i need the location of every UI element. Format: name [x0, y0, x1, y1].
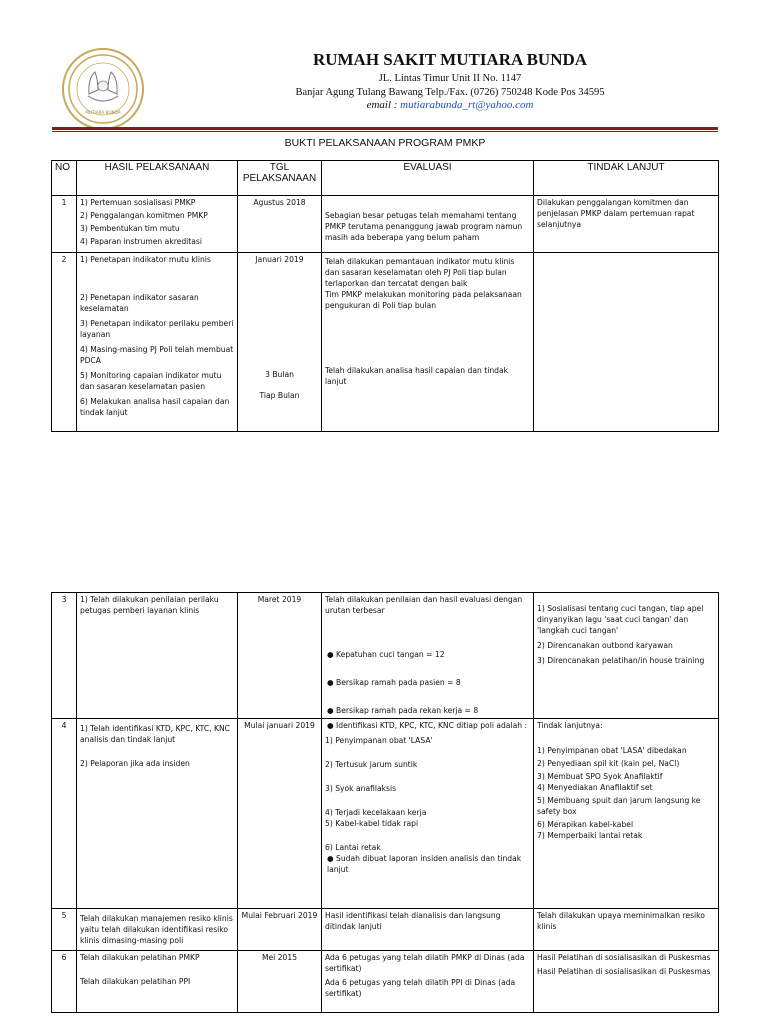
svg-text:MUTIARA BUNDA: MUTIARA BUNDA [85, 110, 121, 115]
tindak-item: 4) Menyediakan Anafilaktif set [537, 783, 653, 792]
evaluasi-item: ● Identifikasi KTD, KPC, KTC, KNC ditiap poli adalah : [327, 721, 528, 730]
row-tindak [534, 253, 719, 432]
tgl-item: 3 Bulan [265, 370, 294, 379]
row-tindak [534, 951, 719, 1013]
evaluasi-item: 6) Lantai retak [325, 843, 381, 852]
evaluasi-item: Telah dilakukan penilaian dan hasil evaluasi dengan urutan terbesar [325, 595, 523, 615]
hasil-item: 1) Pertemuan sosialisasi PMKP [80, 198, 196, 207]
tindak-item: 5) Membuang spuit dan jarum langsung ke safety box [537, 796, 701, 816]
evaluasi-item: Ada 6 petugas yang telah dilatih PMKP di Dinas (ada sertifikat) [325, 953, 525, 973]
hasil-item: 1) Telah identifikasi KTD, KPC, KTC, KNC analisis dan tindak lanjut [80, 724, 230, 744]
row-evaluasi [322, 593, 534, 719]
row-no: 1 [52, 196, 77, 253]
hasil-item: 2) Penetapan indikator sasaran keselamatan [80, 293, 199, 313]
table-header-row [52, 161, 719, 196]
row-tindak: Telah dilakukan upaya meminimalkan resiko klinis [534, 909, 719, 951]
hasil-text: Telah dilakukan manajemen resiko klinis yaitu telah dilakukan identifikasi resiko klinis dimasing-masing poli [80, 914, 233, 945]
tgl-item: Tiap Bulan [259, 391, 300, 400]
tindak-item: 1) Penyimpanan obat 'LASA' dibedakan [537, 746, 687, 755]
row-hasil [77, 196, 238, 253]
tindak-item: 2) Penyediaan spil kit (kain pel, NaCl) [537, 759, 680, 768]
hospital-email [200, 99, 700, 111]
hasil-item: Telah dilakukan pelatihan PMKP [80, 953, 200, 962]
evaluasi-item: ● Kepatuhan cuci tangan = 12 [327, 650, 445, 659]
pmkp-table-part-2 [51, 592, 719, 1013]
row-no: 4 [52, 719, 77, 909]
col-header-tindak: TINDAK LANJUT [534, 161, 719, 196]
table-row [52, 719, 719, 909]
evaluasi-item: 3) Syok anafilaksis [325, 784, 397, 793]
table-row [52, 196, 719, 253]
hasil-item: 2) Penggalangan komitmen PMKP [80, 211, 208, 220]
row-no: 2 [52, 253, 77, 432]
evaluasi-item: 4) Terjadi kecelakaan kerja [325, 808, 427, 817]
hospital-logo [62, 48, 144, 130]
evaluasi-text: Sebagian besar petugas telah memahami tentang PMKP terutama penanggung jawab program namun masih ada beberapa yang belum paham [325, 211, 523, 242]
row-no: 5 [52, 909, 77, 951]
hasil-item: 2) Pelaporan jika ada insiden [80, 759, 190, 768]
hasil-item: 1) Penetapan indikator mutu klinis [80, 255, 211, 264]
tindak-item: 1) Sosialisasi tentang cuci tangan, tiap apel dinyanyikan lagu 'saat cuci tangan' dan 'langkah cuci tangan' [537, 604, 704, 635]
evaluasi-item: Ada 6 petugas yang telah dilatih PPI di Dinas (ada sertifikat) [325, 978, 516, 998]
evaluasi-item: ● Bersikap ramah pada rekan kerja = 8 [327, 706, 479, 715]
evaluasi-item: 1) Penyimpanan obat 'LASA' [325, 736, 433, 745]
row-no: 6 [52, 951, 77, 1013]
tindak-item: 6) Merapikan kabel-kabel [537, 820, 634, 829]
header-divider-thin [52, 131, 718, 132]
row-tgl: Mulai januari 2019 [238, 719, 322, 909]
tindak-item: 3) Direncanakan pelatihan/in house training [537, 656, 705, 665]
row-evaluasi [322, 253, 534, 432]
address-line-1: JL. Lintas Timur Unit II No. 1147 [378, 73, 522, 84]
tgl-item: Januari 2019 [255, 255, 304, 264]
hasil-item: 4) Masing-masing PJ Poli telah membuat PDCA [80, 345, 234, 365]
row-hasil [77, 909, 238, 951]
col-header-no: NO [52, 161, 77, 196]
row-hasil [77, 951, 238, 1013]
row-hasil [77, 719, 238, 909]
col-header-hasil: HASIL PELAKSANAAN [77, 161, 238, 196]
header-divider-thick [52, 127, 718, 130]
row-tindak [534, 719, 719, 909]
row-tindak: Dilakukan penggalangan komitmen dan penjelasan PMKP dalam pertemuan rapat selanjutnya [534, 196, 719, 253]
evaluasi-item: 5) Kabel-kabel tidak rapi [325, 819, 419, 828]
row-evaluasi [322, 719, 534, 909]
row-tindak [534, 593, 719, 719]
hasil-item: 4) Paparan instrumen akreditasi [80, 237, 202, 246]
email-label: email : [366, 99, 401, 111]
tindak-item: 7) Memperbaiki lantai retak [537, 831, 643, 840]
hasil-item: 5) Monitoring capaian indikator mutu dan sasaran keselamatan pasien [80, 371, 222, 391]
row-evaluasi [322, 951, 534, 1013]
row-hasil [77, 253, 238, 432]
tindak-item: Hasil Pelatihan di sosialisasikan di Puskesmas [537, 967, 711, 976]
hospital-address [200, 72, 700, 100]
evaluasi-item: ● Sudah dibuat laporan insiden analisis dan tindak lanjut [327, 854, 522, 874]
evaluasi-item: 2) Tertusuk jarum suntik [325, 760, 418, 769]
tindak-item: 2) Direncanakan outbond karyawan [537, 641, 673, 650]
row-hasil: 1) Telah dilakukan penilaian perilaku petugas pemberi layanan klinis [77, 593, 238, 719]
row-tgl: Maret 2019 [238, 593, 322, 719]
tindak-item: Hasil Pelatihan di sosialisasikan di Puskesmas [537, 953, 711, 962]
hasil-item: 6) Melakukan analisa hasil capaian dan tindak lanjut [80, 397, 230, 417]
row-tgl [238, 253, 322, 432]
table-row [52, 951, 719, 1013]
document-title: BUKTI PELAKSANAAN PROGRAM PMKP [284, 137, 486, 149]
table-row [52, 253, 719, 432]
col-header-tgl: TGL PELAKSANAAN [238, 161, 322, 196]
table-row [52, 593, 719, 719]
evaluasi-item: Tim PMKP melakukan monitoring pada pelaksanaan pengukuran di Poli tiap bulan [325, 290, 522, 310]
row-tgl: Mei 2015 [238, 951, 322, 1013]
tindak-item: 3) Membuat SPO Syok Anafilaktif [537, 772, 663, 781]
table-row [52, 909, 719, 951]
address-line-2: Banjar Agung Tulang Bawang Telp./Fax. (0726) 750248 Kode Pos 34595 [295, 87, 605, 98]
hasil-item: 3) Penetapan indikator perilaku pemberi layanan [80, 319, 234, 339]
tindak-item: Tindak lanjutnya: [537, 721, 603, 730]
evaluasi-item: Telah dilakukan analisa hasil capaian dan tindak lanjut [325, 366, 509, 386]
hasil-item: 3) Pembentukan tim mutu [80, 224, 180, 233]
evaluasi-item: ● Bersikap ramah pada pasien = 8 [327, 678, 461, 687]
pmkp-table-part-1 [51, 160, 719, 432]
row-tgl: Mulai Februari 2019 [238, 909, 322, 951]
email-link[interactable]: mutiarabunda_rt@yahoo.com [400, 99, 534, 111]
row-tgl: Agustus 2018 [238, 196, 322, 253]
hospital-name: RUMAH SAKIT MUTIARA BUNDA [312, 50, 588, 69]
row-no: 3 [52, 593, 77, 719]
hasil-item: Telah dilakukan pelatihan PPI [80, 977, 191, 986]
col-header-evaluasi: EVALUASI [322, 161, 534, 196]
evaluasi-item: Telah dilakukan pemantauan indikator mutu klinis dan sasaran keselamatan oleh PJ Poli tiap bulan terlaporkan dan tercatat dengan baik [325, 257, 515, 288]
row-evaluasi: Hasil identifikasi telah dianalisis dan langsung ditindak lanjuti [322, 909, 534, 951]
row-evaluasi [322, 196, 534, 253]
